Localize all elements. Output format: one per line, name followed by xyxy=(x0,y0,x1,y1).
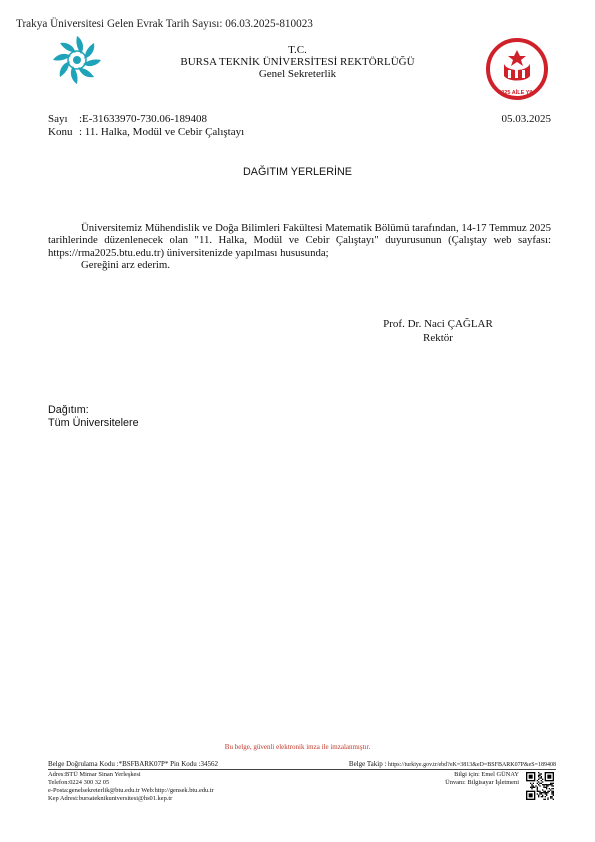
phone-line: Telefon:0224 300 32 05 xyxy=(48,779,110,787)
distribution-list xyxy=(48,404,139,429)
header-university: BURSA TEKNİK ÜNİVERSİTESİ REKTÖRLÜĞÜ xyxy=(180,56,415,68)
konu-row xyxy=(48,126,244,139)
letter-body xyxy=(48,222,551,272)
signatory-name: Prof. Dr. Naci ÇAĞLAR xyxy=(383,318,493,330)
qr-code-icon[interactable] xyxy=(526,772,554,800)
signatory-title: Rektör xyxy=(423,332,453,344)
kep-line: Kep Adresi:bursateknikuniversitesi@hs01.kep.tr xyxy=(48,795,173,803)
tracking-info xyxy=(349,760,556,768)
institution-header xyxy=(150,44,445,80)
verification-code: Belge Doğrulama Kodu :*BSFBARK07P* Pin Kodu :34562 xyxy=(48,760,218,768)
info-contact xyxy=(410,771,519,787)
logo-caption: 2025 AİLE YILI xyxy=(498,90,536,96)
konu-label: Konu xyxy=(48,126,73,138)
incoming-document-stamp: Trakya Üniversitesi Gelen Evrak Tarih Sayısı: 06.03.2025-810023 xyxy=(16,18,313,30)
header-department: Genel Sekreterlik xyxy=(258,68,337,80)
sayi-label: Sayı xyxy=(48,113,68,125)
closing-line: Gereğini arz ederim. xyxy=(81,259,171,272)
sayi-value: :E-31633970-730.06-189408 xyxy=(79,113,208,125)
verification-row xyxy=(48,760,556,768)
email-web-line: e-Posta:genelsekreterlik@btu.edu.tr Web:http://gensek.btu.edu.tr xyxy=(48,787,214,795)
body-paragraph: Üniversitemiz Mühendislik ve Doğa Bilimleri Fakültesi Matematik Bölümü tarafından, 14-17 Temmuz 2025 tarihlerinde düzenlenecek olan "11. Halka, Modül ve Cebir Çalıştayı" duyurusunun (Çalıştay web sayfası: https://rma2025.btu.edu.tr) üniversitenizde yapılması hususunda; xyxy=(48,222,551,259)
distribution-recipient: Tüm Üniversitelere xyxy=(48,416,139,429)
document-date: 05.03.2025 xyxy=(501,113,551,125)
konu-value: : 11. Halka, Modül ve Cebir Çalıştayı xyxy=(79,126,245,138)
contact-info xyxy=(48,771,214,803)
aile-yili-logo-icon xyxy=(484,36,550,102)
address-line: Adres:BTÜ Mimar Sinan Yerleşkesi xyxy=(48,771,141,778)
header-tc: T.C. xyxy=(288,44,307,56)
tracking-link[interactable]: https://turkiye.gov.tr/ebd?eK=3813&eD=BSFBARK07P&eS=189408 xyxy=(387,762,556,768)
signature-block xyxy=(368,317,508,345)
footer-divider xyxy=(48,769,556,770)
tracking-label: Belge Takip : xyxy=(348,760,387,768)
e-signature-notice: Bu belge, güvenli elektronik imza ile imzalanmıştır. xyxy=(224,743,371,751)
btu-logo-icon xyxy=(48,34,106,86)
info-contact-title: Ünvanı: Bilgisayar İşletmeni xyxy=(445,779,519,787)
info-contact-name: Bilgi için: Emel GÜNAY xyxy=(454,771,519,778)
distribution-label: Dağıtım: xyxy=(48,404,89,416)
document-meta xyxy=(48,113,244,139)
distribution-title: DAĞITIM YERLERİNE xyxy=(243,166,352,178)
sayi-row xyxy=(48,113,244,126)
